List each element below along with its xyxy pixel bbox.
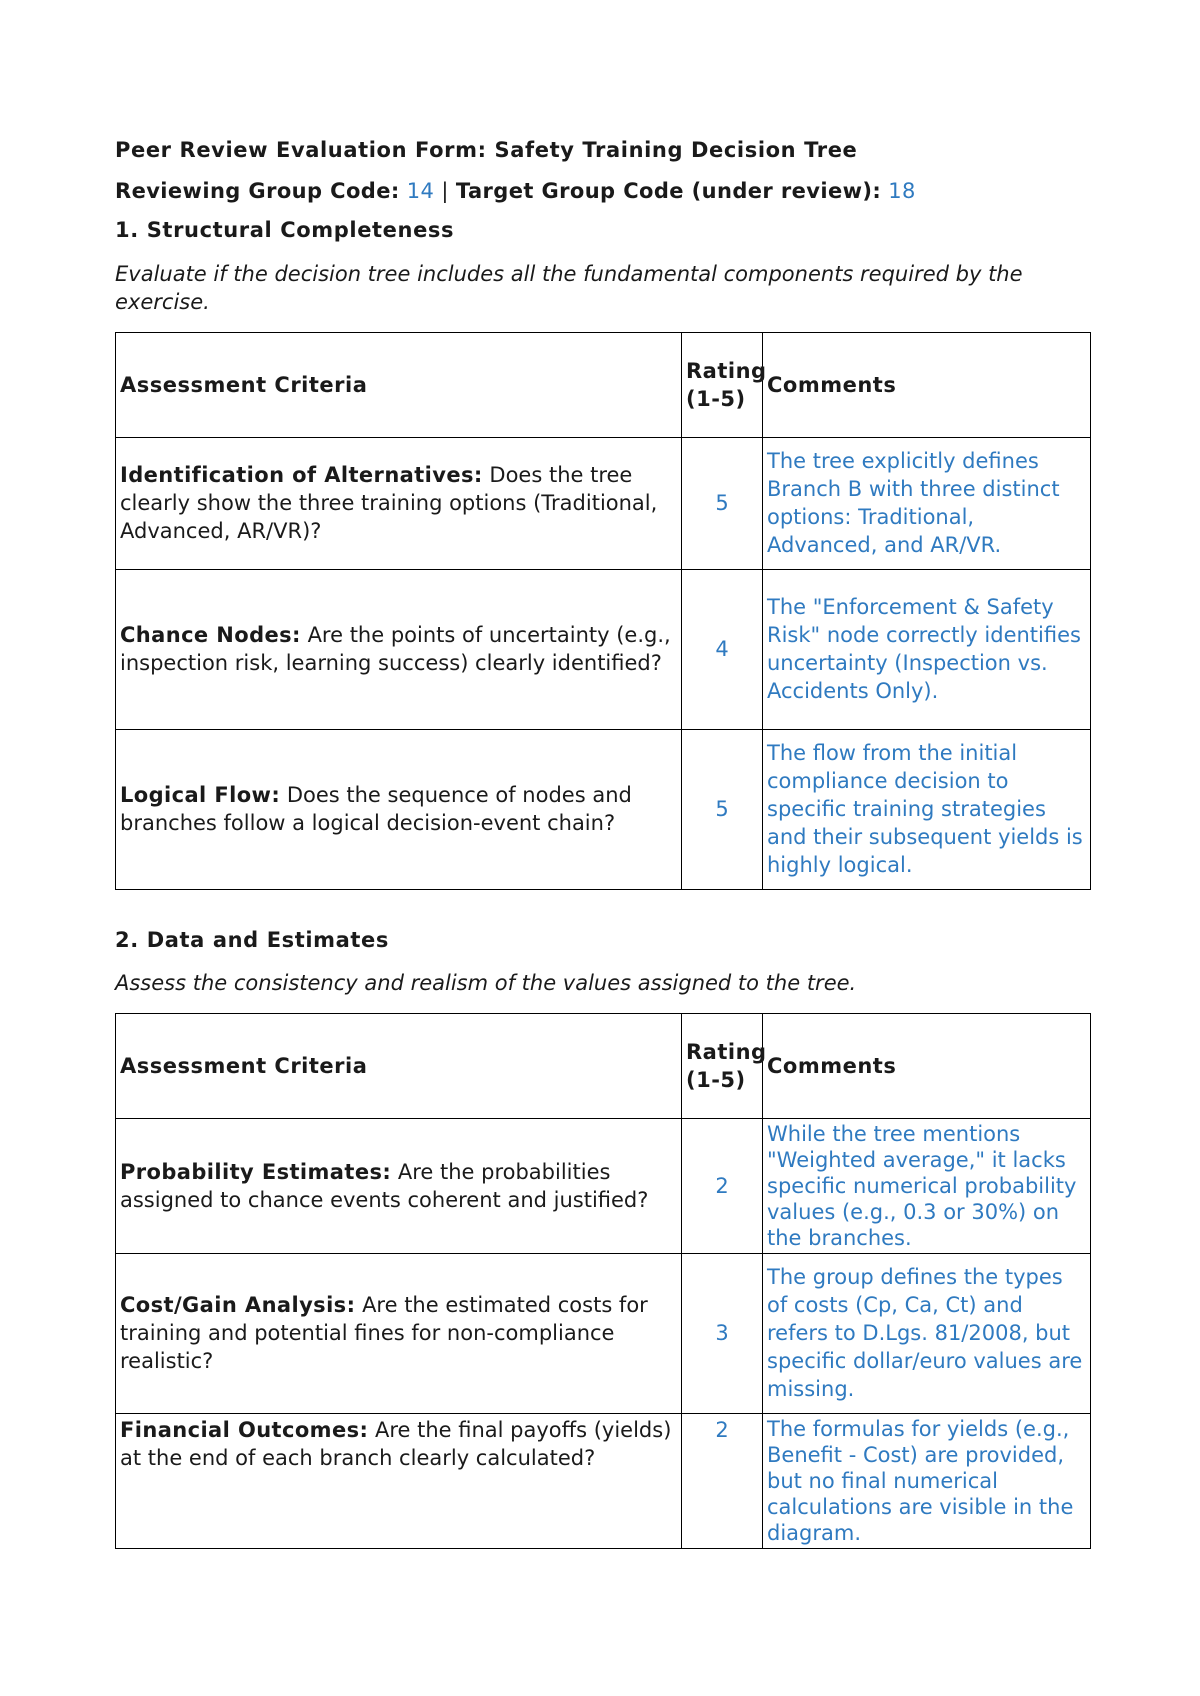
rating-value: 2 xyxy=(682,1413,763,1548)
criterion-title: Probability Estimates: xyxy=(120,1159,392,1184)
codes-separator: | xyxy=(441,179,449,204)
reviewing-group-label: Reviewing Group Code: xyxy=(115,179,400,204)
criterion-cell xyxy=(116,437,682,569)
criterion-text: Does the tree clearly show the three training options (Traditional, Advanced, AR/VR)? xyxy=(120,463,658,544)
criterion-text: Are the estimated costs for training and potential fines for non-compliance realistic? xyxy=(120,1293,648,1374)
criterion-title: Logical Flow: xyxy=(120,783,281,808)
rating-value: 2 xyxy=(682,1118,763,1253)
criterion-cell xyxy=(116,1253,682,1413)
section1-intro: Evaluate if the decision tree includes all the fundamental components required by the exercise. xyxy=(115,261,1023,314)
target-group-label: Target Group Code (under review): xyxy=(455,179,882,204)
structural-completeness-table xyxy=(115,332,1091,890)
table-row xyxy=(116,437,1091,569)
target-group-value: 18 xyxy=(888,179,916,204)
criterion-cell xyxy=(116,1413,682,1548)
criterion-text: Does the sequence of nodes and branches follow a logical decision-event chain? xyxy=(120,783,632,836)
criterion-text: Are the points of uncertainty (e.g., inspection risk, learning success) clearly identified? xyxy=(120,623,671,676)
comment-text: The group defines the types of costs (Cp, Ca, Ct) and refers to D.Lgs. 81/2008, but specific dollar/euro values are missing. xyxy=(763,1253,1091,1413)
comment-text: The flow from the initial compliance decision to specific training strategies and their subsequent yields is highly logical. xyxy=(763,729,1091,889)
comment-text: The formulas for yields (e.g., Benefit - Cost) are provided, but no final numerical calculations are visible in the diagram. xyxy=(763,1413,1091,1548)
rating-value: 5 xyxy=(682,437,763,569)
form-title: Peer Review Evaluation Form: Safety Training Decision Tree xyxy=(115,138,858,162)
header-comments: Comments xyxy=(763,332,1091,437)
rating-value: 4 xyxy=(682,569,763,729)
criterion-title: Identification of Alternatives: xyxy=(120,463,483,488)
table-row xyxy=(116,729,1091,889)
criterion-cell xyxy=(116,569,682,729)
header-criteria: Assessment Criteria xyxy=(116,1013,682,1118)
rating-value: 3 xyxy=(682,1253,763,1413)
table-row xyxy=(116,1253,1091,1413)
header-rating: Rating (1-5) xyxy=(682,1013,763,1118)
comment-text: The "Enforcement & Safety Risk" node correctly identifies uncertainty (Inspection vs. Accidents Only). xyxy=(763,569,1091,729)
table-header-row xyxy=(116,1013,1091,1118)
criterion-title: Financial Outcomes: xyxy=(120,1417,369,1442)
document-page xyxy=(115,138,1090,1549)
header-criteria: Assessment Criteria xyxy=(116,332,682,437)
comment-text: The tree explicitly defines Branch B with three distinct options: Traditional, Advanced, and AR/VR. xyxy=(763,437,1091,569)
reviewing-group-value: 14 xyxy=(406,179,435,204)
criterion-text: Are the final payoffs (yields) at the end of each branch clearly calculated? xyxy=(120,1417,672,1470)
criterion-title: Cost/Gain Analysis: xyxy=(120,1293,356,1318)
group-codes-line xyxy=(115,179,1090,204)
table-row xyxy=(116,1118,1091,1253)
section2-heading: 2. Data and Estimates xyxy=(115,927,390,952)
criterion-cell xyxy=(116,1118,682,1253)
table-row xyxy=(116,1413,1091,1548)
section-spacer xyxy=(115,890,1090,928)
table-header-row xyxy=(116,332,1091,437)
rating-value: 5 xyxy=(682,729,763,889)
comment-text: While the tree mentions "Weighted average," it lacks specific numerical probability values (e.g., 0.3 or 30%) on the branches. xyxy=(763,1118,1091,1253)
header-rating: Rating (1-5) xyxy=(682,332,763,437)
data-estimates-table xyxy=(115,1013,1091,1549)
criterion-text: Are the probabilities assigned to chance events coherent and justified? xyxy=(120,1159,649,1212)
criterion-cell xyxy=(116,729,682,889)
table-row xyxy=(116,569,1091,729)
section2-intro: Assess the consistency and realism of the values assigned to the tree. xyxy=(115,970,857,995)
criterion-title: Chance Nodes: xyxy=(120,623,301,648)
header-comments: Comments xyxy=(763,1013,1091,1118)
section1-heading: 1. Structural Completeness xyxy=(115,218,455,243)
